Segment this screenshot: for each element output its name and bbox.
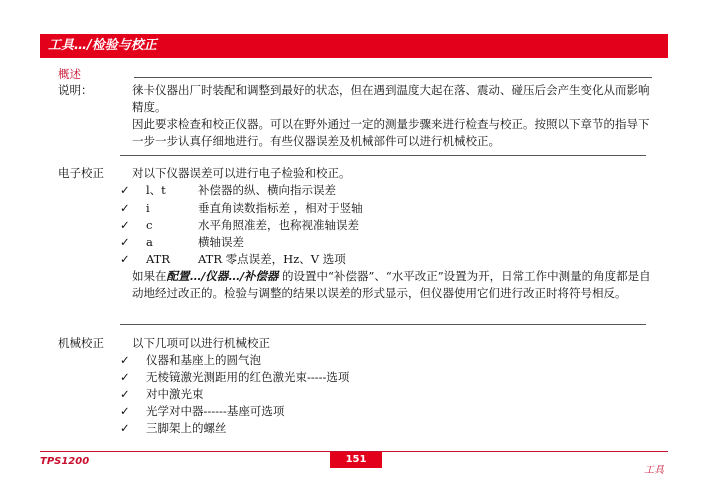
checkmark-icon: ✓ bbox=[120, 183, 130, 197]
list-item: ✓ c 水平角照准差，也称视准轴误差 bbox=[120, 218, 359, 232]
overview-para-1: 徕卡仪器出厂时装配和调整到最好的状态，但在遇到温度大起在落、震动、碰压后会产生变化从而影响精度。 bbox=[132, 83, 650, 114]
divider bbox=[134, 77, 652, 78]
mechanical-label: 机械校正 bbox=[58, 336, 104, 350]
checkmark-icon: ✓ bbox=[120, 218, 130, 232]
list-item: ✓ a 横轴误差 bbox=[120, 235, 244, 249]
checkmark-icon: ✓ bbox=[120, 353, 130, 367]
checkmark-icon: ✓ bbox=[120, 421, 130, 435]
checkmark-icon: ✓ bbox=[120, 404, 130, 418]
checkmark-icon: ✓ bbox=[120, 387, 130, 401]
checkmark-icon: ✓ bbox=[120, 235, 130, 249]
list-item: ✓ 对中激光束 bbox=[120, 387, 204, 401]
checkmark-icon: ✓ bbox=[120, 252, 130, 266]
list-item: ✓ ATR ATR 零点误差，Hz、V 选项 bbox=[120, 252, 346, 266]
footer-model: TPS1200 bbox=[40, 456, 90, 467]
header-title: 工具…/检验与校正 bbox=[48, 38, 157, 53]
checkmark-icon: ✓ bbox=[120, 370, 130, 384]
footer-section: 工具 bbox=[644, 465, 664, 476]
menu-path: 配置…/仪器…/补偿器 bbox=[166, 269, 279, 283]
divider bbox=[120, 324, 646, 325]
list-item: ✓ 无棱镜激光测距用的红色激光束-----选项 bbox=[120, 370, 350, 384]
electronic-note: 如果在配置…/仪器…/补偿器 的设置中“补偿器”、“水平改正”设置为开，日常工作中测量的角度都是自动地经过改正的。检验与调整的结果以误差的形式显示，但仪器使用它们进行改正时将符号相反。 bbox=[132, 269, 651, 300]
electronic-label: 电子校正 bbox=[58, 166, 104, 180]
list-item: ✓ 仪器和基座上的圆气泡 bbox=[120, 353, 261, 367]
overview-para-2: 因此要求检查和校正仪器。可以在野外通过一定的测量步骤来进行检查与校正。按照以下章节的指导下一步一步认真仔细地进行。有些仪器误差及机械部件可以进行机械校正。 bbox=[132, 117, 650, 148]
overview-subtitle: 概述 bbox=[58, 67, 81, 81]
list-item: ✓ l、t 补偿器的纵、横向指示误差 bbox=[120, 183, 336, 197]
page-header bbox=[40, 34, 668, 58]
list-item: ✓ 三脚架上的螺丝 bbox=[120, 421, 227, 435]
page-number: 151 bbox=[330, 452, 382, 468]
mechanical-intro: 以下几项可以进行机械校正 bbox=[132, 336, 270, 350]
divider bbox=[120, 155, 646, 156]
list-item: ✓ 光学对中器------基座可选项 bbox=[120, 404, 285, 418]
electronic-intro: 对以下仪器误差可以进行电子检验和校正。 bbox=[132, 166, 351, 180]
overview-label: 说明： bbox=[58, 83, 93, 97]
checkmark-icon: ✓ bbox=[120, 201, 130, 215]
list-item: ✓ i 垂直角读数指标差 ，相对于竖轴 bbox=[120, 201, 363, 215]
